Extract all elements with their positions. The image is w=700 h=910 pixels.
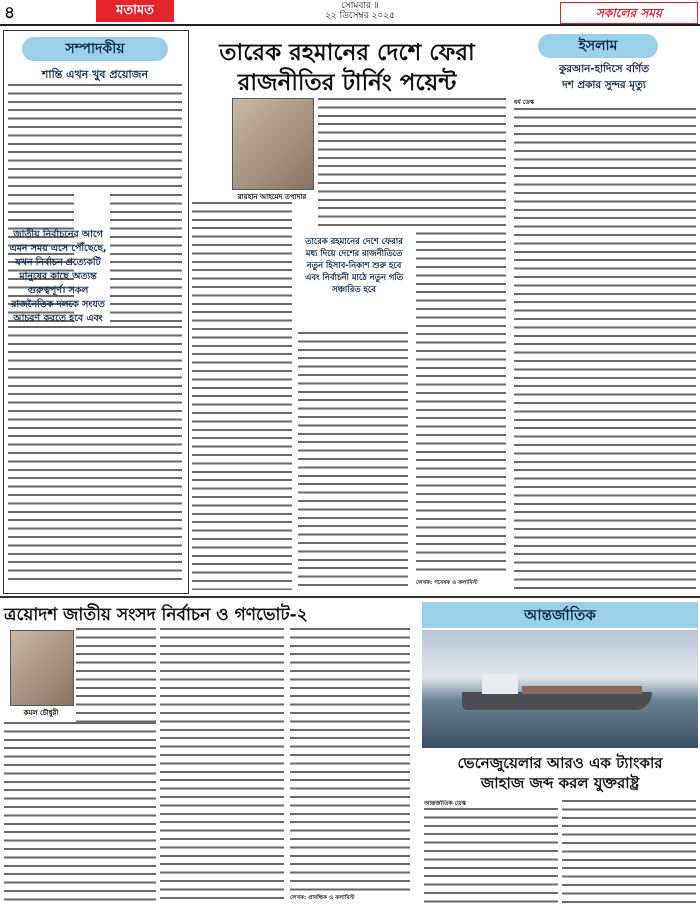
election-body-col2 (160, 628, 284, 904)
main-body-col2-top (318, 98, 418, 228)
ship-superstructure (482, 674, 518, 694)
horizontal-divider (0, 596, 700, 598)
issue-date (300, 1, 420, 21)
election-body-col1-top (76, 628, 156, 724)
editorial-body-text (8, 84, 182, 190)
election-author-photo (10, 630, 74, 706)
main-headline-line2: রাজনীতির টার্নিং পয়েন্ট (237, 70, 457, 96)
international-desk-label: আন্তর্জাতিক ডেস্ক (424, 800, 466, 807)
election-author-name: কমল চৌধুরী (23, 709, 59, 717)
main-body-col2-bottom (298, 332, 408, 590)
editorial-pullquote: জাতীয় নির্বাচনের আগে এমন সময় এসে পৌঁছেছে, যখন নির্বাচন প্রত্যেকটি মানুষের কাছে অত্যন্ত গুরুত্বপূর্ণ। সকল রাজনৈতিক দলকে সংযত আচরণ করতে হবে এবং (9, 229, 107, 324)
islam-subtitle-line2: দশ প্রকার সুন্দর মৃত্যু (562, 79, 646, 91)
tanker-ship-photo (422, 630, 698, 748)
editorial-body-text-4 (8, 326, 182, 586)
main-body-col3 (416, 98, 506, 574)
election-headline: ত্রয়োদশ জাতীয় সংসদ নির্বাচন ও গণভোট-২ (4, 605, 308, 625)
main-body-col1 (192, 202, 292, 590)
election-byline-end: লেখক: প্রাবন্ধিক ও কলামিস্ট (290, 895, 355, 901)
international-headline-line1: ভেনেজুয়েলার আরও এক ট্যাংকার (457, 754, 663, 772)
issue-day: সোমবার ॥ (341, 1, 379, 11)
page-number: ৪ (4, 3, 16, 23)
ship-deck (522, 686, 642, 694)
ship-hull (462, 692, 652, 710)
author-photo (232, 98, 314, 190)
issue-date-text: ২২ ডিসেম্বর ২০২৫ (325, 11, 395, 21)
international-body-col1 (424, 808, 558, 906)
editorial-body-text-3 (110, 194, 182, 322)
international-body-col2 (562, 800, 696, 906)
election-body-col1 (4, 722, 156, 904)
international-headline-line2: জাহাজ জব্দ করল যুক্তরাষ্ট্র (480, 774, 640, 792)
section-tab: মতামত (96, 0, 174, 22)
islam-subtitle-line1: কুরআন-হাদিসে বর্ণিত (558, 63, 649, 75)
main-byline-end: লেখক: গবেষক ও কলামিস্ট (416, 580, 478, 586)
international-section-title: আন্তর্জাতিক (524, 606, 596, 624)
author-name: রায়হান আহমেদ তপাদার (237, 193, 307, 201)
main-pullquote: তারেক রহমানের দেশে ফেরার মধ্য দিয়ে দেশের রাজনীতিতে নতুন হিসাব-নিকাশ শুরু হবে এবং নির্বাচনী মাঠে নতুন গতি সঞ্চারিত হবে (304, 236, 404, 294)
islam-desk-label: ধর্ম ডেস্ক (514, 99, 534, 106)
election-body-col3 (290, 628, 410, 892)
editorial-section-title: সম্পাদকীয় (22, 37, 168, 61)
islam-body-text (514, 108, 696, 592)
islam-section-title: ইসলাম (538, 34, 658, 58)
editorial-subtitle: শান্তি এখন খুব প্রয়োজন (41, 68, 149, 81)
main-headline-line1: তারেক রহমানের দেশে ফেরা (219, 40, 475, 66)
masthead-logo: সকালের সময় (560, 2, 698, 24)
